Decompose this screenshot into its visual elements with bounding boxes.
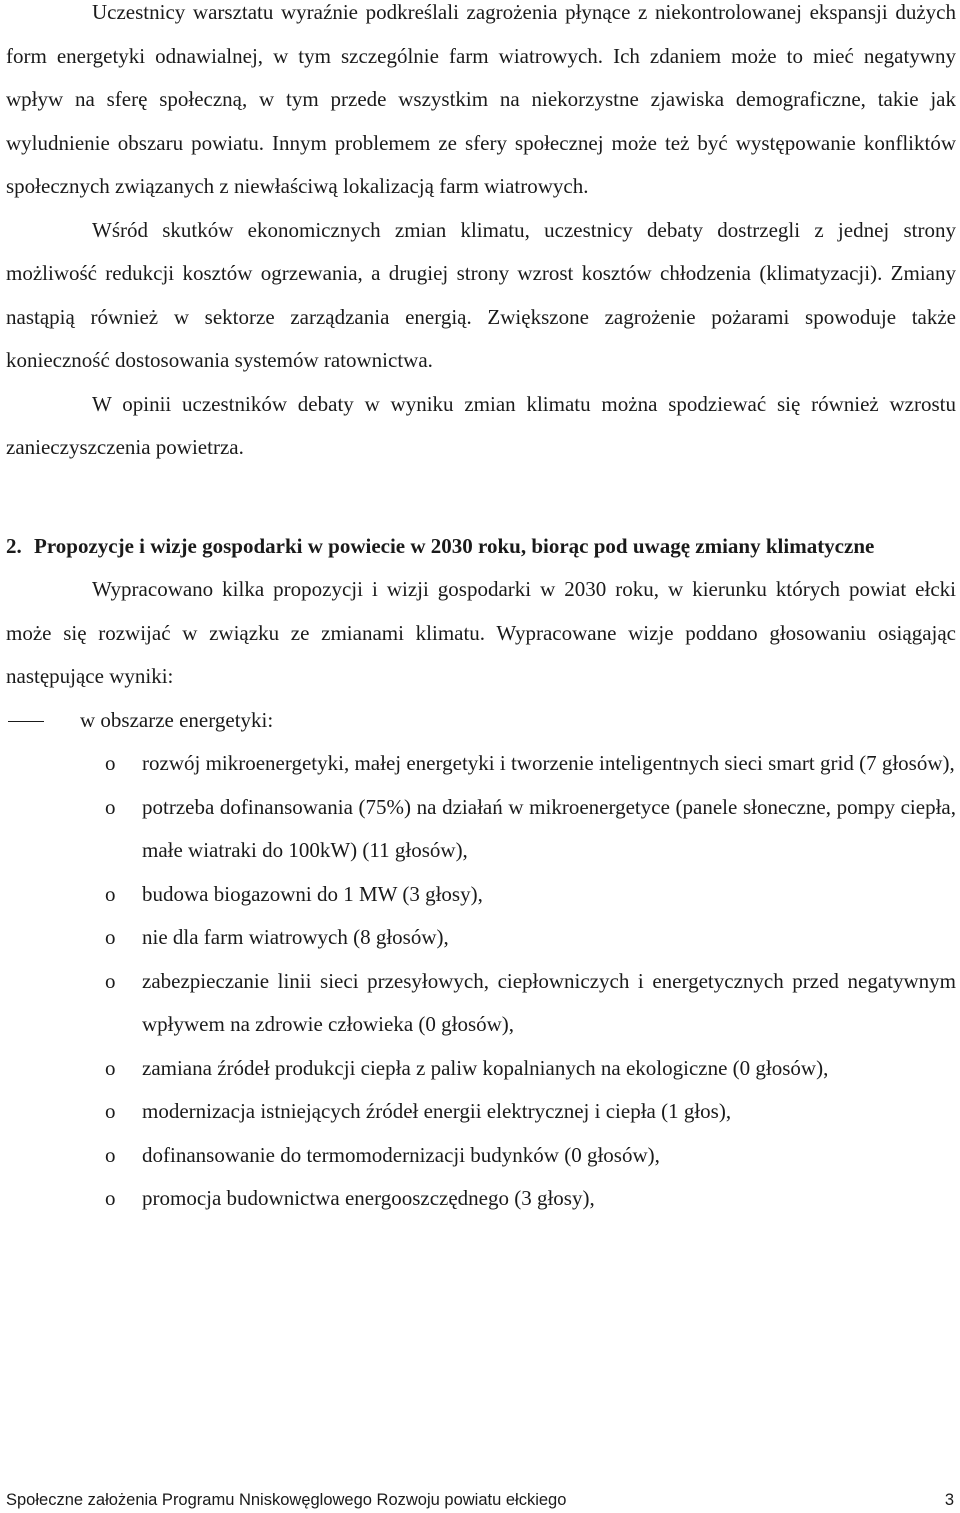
document-page [6,0,956,1221]
list-item-text: budowa biogazowni do 1 MW (3 głosy), [142,881,483,906]
list-item [105,1047,956,1091]
list-item-text: zabezpieczanie linii sieci przesyłowych, ciepłowniczych i energetycznych przed negatywnym wpływem na zdrowie człowieka (0 głosów), [142,968,956,1036]
list-item [105,960,956,1047]
page-number: 3 [944,1491,954,1509]
list-item-text: modernizacja istniejących źródeł energii elektrycznej i ciepła (1 głos), [142,1099,732,1123]
paragraph-economic-effects: Wśród skutków ekonomicznych zmian klimatu, uczestnicy debaty dostrzegli z jednej strony możliwość redukcji kosztów ogrzewania, a drugiej strony wzrost kosztów chłodzenia (klimatyzacji). Zmiany nastąpią również w sektorze zarządzania energią. Zwiększone zagrożenie pożarami spowoduje także konieczność dostosowania systemów ratownictwa. [6,217,956,372]
list-item [105,1134,956,1178]
list-item-text: promocja budownictwa energooszczędnego (3 głosy), [142,1186,595,1210]
list-item-text: nie dla farm wiatrowych (8 głosów), [142,925,449,949]
list-item [105,916,956,960]
paragraph-air-pollution: W opinii uczestników debaty w wyniku zmian klimatu można spodziewać się również wzrostu zanieczyszczenia powietrza. [6,391,956,459]
paragraph-risks: Uczestnicy warsztatu wyraźnie podkreślali zagrożenia płynące z niekontrolowanej ekspansji dużych form energetyki odnawialnej, w tym szczególnie farm wiatrowych. Ich zdaniem może to mieć negatywny wpływ na sferę społeczną, w tym przede wszystkim na niekorzystne zjawiska demograficzne, takie jak wyludnienie obszaru powiatu. Innym problemem ze sfery społecznej może też być występowanie konfliktów społecznych związanych z niewłaściwą lokalizacją farm wiatrowych. [6,0,956,198]
list-item [105,786,956,873]
energy-proposals-list [6,742,956,1221]
circle-bullet-icon: o [105,925,116,949]
circle-bullet-icon: o [105,794,116,819]
energy-area-item [80,699,956,743]
list-item-text: dofinansowanie do termomodernizacji budynków (0 głosów), [142,1142,660,1167]
energy-area-label: w obszarze energetyki: [80,707,274,732]
circle-bullet-icon: o [105,751,116,775]
circle-bullet-icon: o [105,1142,116,1167]
list-item-text: rozwój mikroenergetyki, małej energetyki i tworzenie inteligentnych sieci smart grid (7 głosów), [142,751,955,775]
circle-bullet-icon: o [105,1186,116,1210]
list-item-text: zamiana źródeł produkcji ciepła z paliw kopalnianych na ekologiczne (0 głosów), [142,1055,829,1080]
section-number: 2. [6,533,22,558]
section-intro: Wypracowano kilka propozycji i wizji gospodarki w 2030 roku, w kierunku których powiat ełcki może się rozwijać w związku ze zmianami klimatu. Wypracowane wizje poddano głosowaniu osiągając następujące wyniki: [6,577,956,688]
circle-bullet-icon: o [105,1055,116,1080]
section-title: Propozycje i wizje gospodarki w powiecie w 2030 roku, biorąc pod uwagę zmiany klimatyczne [34,533,875,558]
page-footer [6,1489,954,1511]
list-item [105,873,956,917]
list-item [105,742,956,786]
list-item [105,1090,956,1134]
list-item [105,1177,956,1221]
footer-title: Społeczne założenia Programu Nniskowęglowego Rozwoju powiatu ełckiego [6,1491,567,1509]
circle-bullet-icon: o [105,968,116,993]
circle-bullet-icon: o [105,881,116,906]
list-item-text: potrzeba dofinansowania (75%) na działań w mikroenergetyce (panele słoneczne, pompy ciepła, małe wiatraki do 100kW) (11 głosów), [142,794,956,862]
section-heading [6,525,956,569]
circle-bullet-icon: o [105,1099,116,1123]
